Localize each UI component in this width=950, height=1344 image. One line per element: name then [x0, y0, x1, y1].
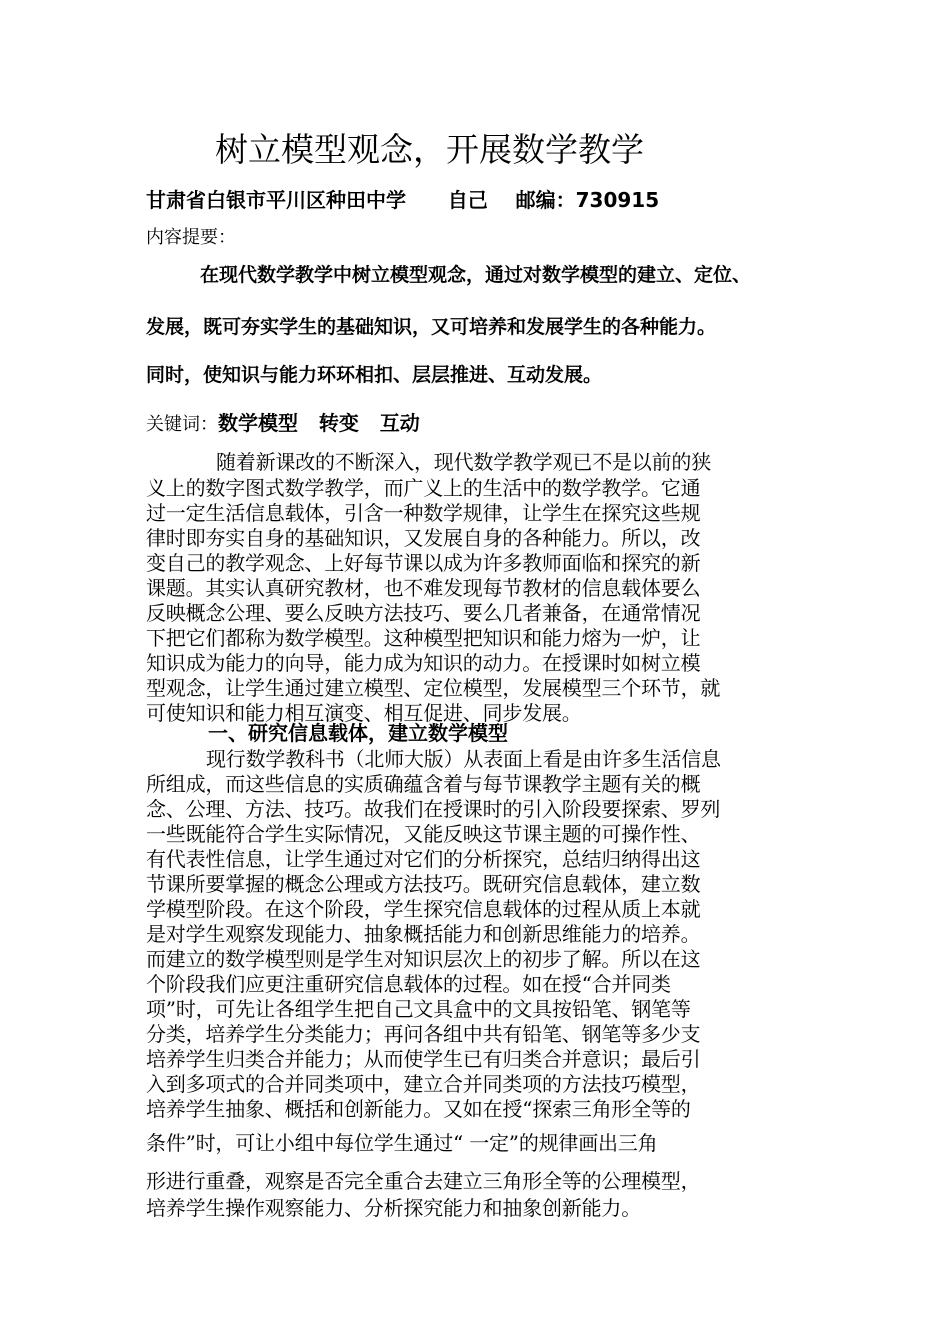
body-line: 分类，培养学生分类能力；再问各组中共有铅笔、钢笔等多少支 — [146, 1022, 701, 1046]
body-line: 可使知识和能力相互演变、相互促进、同步发展。 — [146, 701, 582, 725]
body-line: 义上的数字图式数学教学，而广义上的生活中的数学教学。它通 — [146, 476, 701, 500]
body-line: 随着新课改的不断深入，现代数学教学观已不是以前的狭 — [216, 450, 711, 474]
body-line: 条件”时，可让小组中每位学生通过“ 一定”的规律画出三角 — [146, 1131, 658, 1155]
keywords-value: 数学模型 转变 互动 — [218, 411, 420, 435]
body-line: 培养学生归类合并能力；从而使学生已有归类合并意识；最后引 — [146, 1047, 701, 1071]
abstract-line: 发展，既可夯实学生的基础知识，又可培养和发展学生的各种能力。 — [146, 316, 717, 338]
body-line: 过一定生活信息载体，引含一种数学规律，让学生在探究这些规 — [146, 501, 701, 525]
keywords-label: 关键词： — [146, 414, 218, 435]
body-line: 入到多项式的合并同类项中，建立合并同类项的方法技巧模型， — [146, 1072, 701, 1096]
body-line: 知识成为能力的向导，能力成为知识的动力。在授课时如树立模 — [146, 651, 701, 675]
body-line: 而建立的数学模型则是学生对知识层次上的初步了解。所以在这 — [146, 947, 701, 971]
body-line: 念、公理、方法、技巧。故我们在授课时的引入阶段要探索、罗列 — [146, 797, 721, 821]
body-line: 形进行重叠，观察是否完全重合去建立三角形全等的公理模型， — [146, 1169, 701, 1193]
body-line: 现行数学教科书（北师大版）从表面上看是由许多生活信息 — [206, 747, 721, 771]
body-line: 下把它们都称为数学模型。这种模型把知识和能力熔为一炉，让 — [146, 626, 701, 650]
body-line: 是对学生观察发现能力、抽象概括能力和创新思维能力的培养。 — [146, 922, 701, 946]
body-line: 有代表性信息，让学生通过对它们的分析探究，总结归纳得出这 — [146, 847, 701, 871]
abstract-label: 内容提要： — [146, 227, 236, 248]
author-line: 甘肃省白银市平川区种田中学 自己 邮编：730915 — [146, 188, 660, 212]
body-line: 学模型阶段。在这个阶段，学生探究信息载体的过程从质上本就 — [146, 897, 701, 921]
body-line: 一些既能符合学生实际情况，又能反映这节课主题的可操作性、 — [146, 822, 701, 846]
body-line: 项”时，可先让各组学生把自己文具盒中的文具按铅笔、钢笔等 — [146, 997, 691, 1021]
body-line: 反映概念公理、要么反映方法技巧、要么几者兼备，在通常情况 — [146, 601, 701, 625]
body-line: 个阶段我们应更注重研究信息载体的过程。如在授“合并同类 — [146, 972, 671, 996]
body-line: 所组成，而这些信息的实质确蕴含着与每节课教学主题有关的概 — [146, 772, 701, 796]
section-heading: 一、研究信息载体，建立数学模型 — [208, 721, 508, 745]
body-line: 培养学生操作观察能力、分析探究能力和抽象创新能力。 — [146, 1196, 641, 1220]
body-line: 变自己的教学观念、上好每节课以成为许多教师面临和探究的新 — [146, 551, 701, 575]
document-title: 树立模型观念，开展数学教学 — [215, 130, 644, 169]
body-line: 型观念，让学生通过建立模型、定位模型，发展模型三个环节，就 — [146, 676, 721, 700]
body-line: 律时即夯实自身的基础知识，又发展自身的各种能力。所以，改 — [146, 526, 701, 550]
body-line: 课题。其实认真研究教材，也不难发现每节教材的信息载体要么 — [146, 576, 701, 600]
abstract-line: 同时，使知识与能力环环相扣、层层推进、互动发展。 — [146, 364, 603, 386]
keywords-line — [146, 409, 420, 439]
abstract-line: 在现代数学教学中树立模型观念，通过对数学模型的建立、定位、 — [200, 264, 752, 286]
body-line: 节课所要掌握的概念公理或方法技巧。既研究信息载体，建立数 — [146, 872, 701, 896]
body-line: 培养学生抽象、概括和创新能力。又如在授“探索三角形全等的 — [146, 1097, 691, 1121]
